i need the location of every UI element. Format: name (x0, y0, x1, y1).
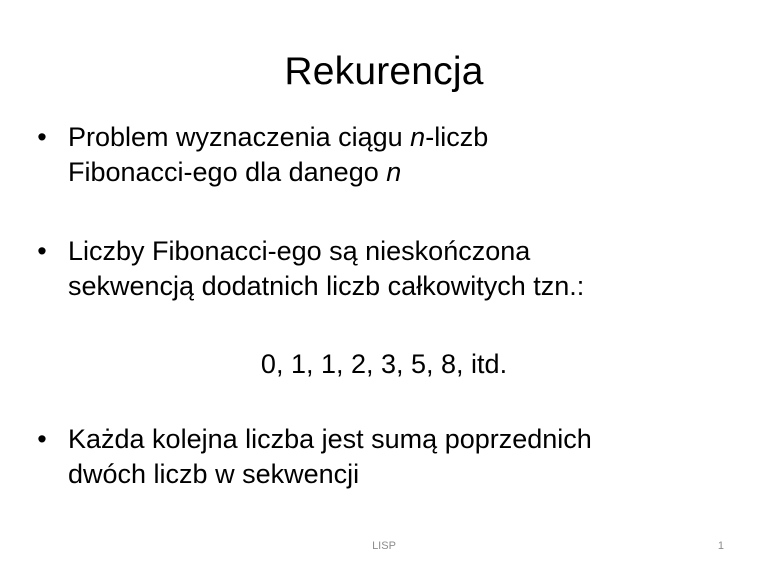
fibonacci-sequence: 0, 1, 1, 2, 3, 5, 8, itd. (260, 349, 508, 379)
bullet-variable-n: n (410, 122, 426, 152)
bullet-text: Problem wyznaczenia ciągu (68, 122, 411, 152)
bullet-dot: • (37, 424, 47, 454)
bullet-text: -liczb (425, 122, 489, 152)
bullet-definition (37, 234, 708, 304)
slide-title: Rekurencja (284, 50, 484, 93)
bullet-dot: • (37, 122, 47, 152)
bullet-rule (37, 422, 708, 492)
bullet-dot: • (37, 236, 47, 266)
bullet-text: sekwencją dodatnich liczb całkowitych tzn.: (68, 271, 585, 301)
footer-label: LISP (372, 540, 396, 552)
bullet-text: dwóch liczb w sekwencji (68, 459, 360, 489)
bullet-text: Fibonacci-ego dla danego (68, 157, 387, 187)
bullet-problem (37, 120, 708, 190)
page-number: 1 (717, 540, 724, 552)
bullet-variable-n: n (386, 157, 402, 187)
bullet-text: Każda kolejna liczba jest sumą poprzednich (68, 424, 592, 454)
bullet-text: Liczby Fibonacci-ego są nieskończona (68, 236, 531, 266)
